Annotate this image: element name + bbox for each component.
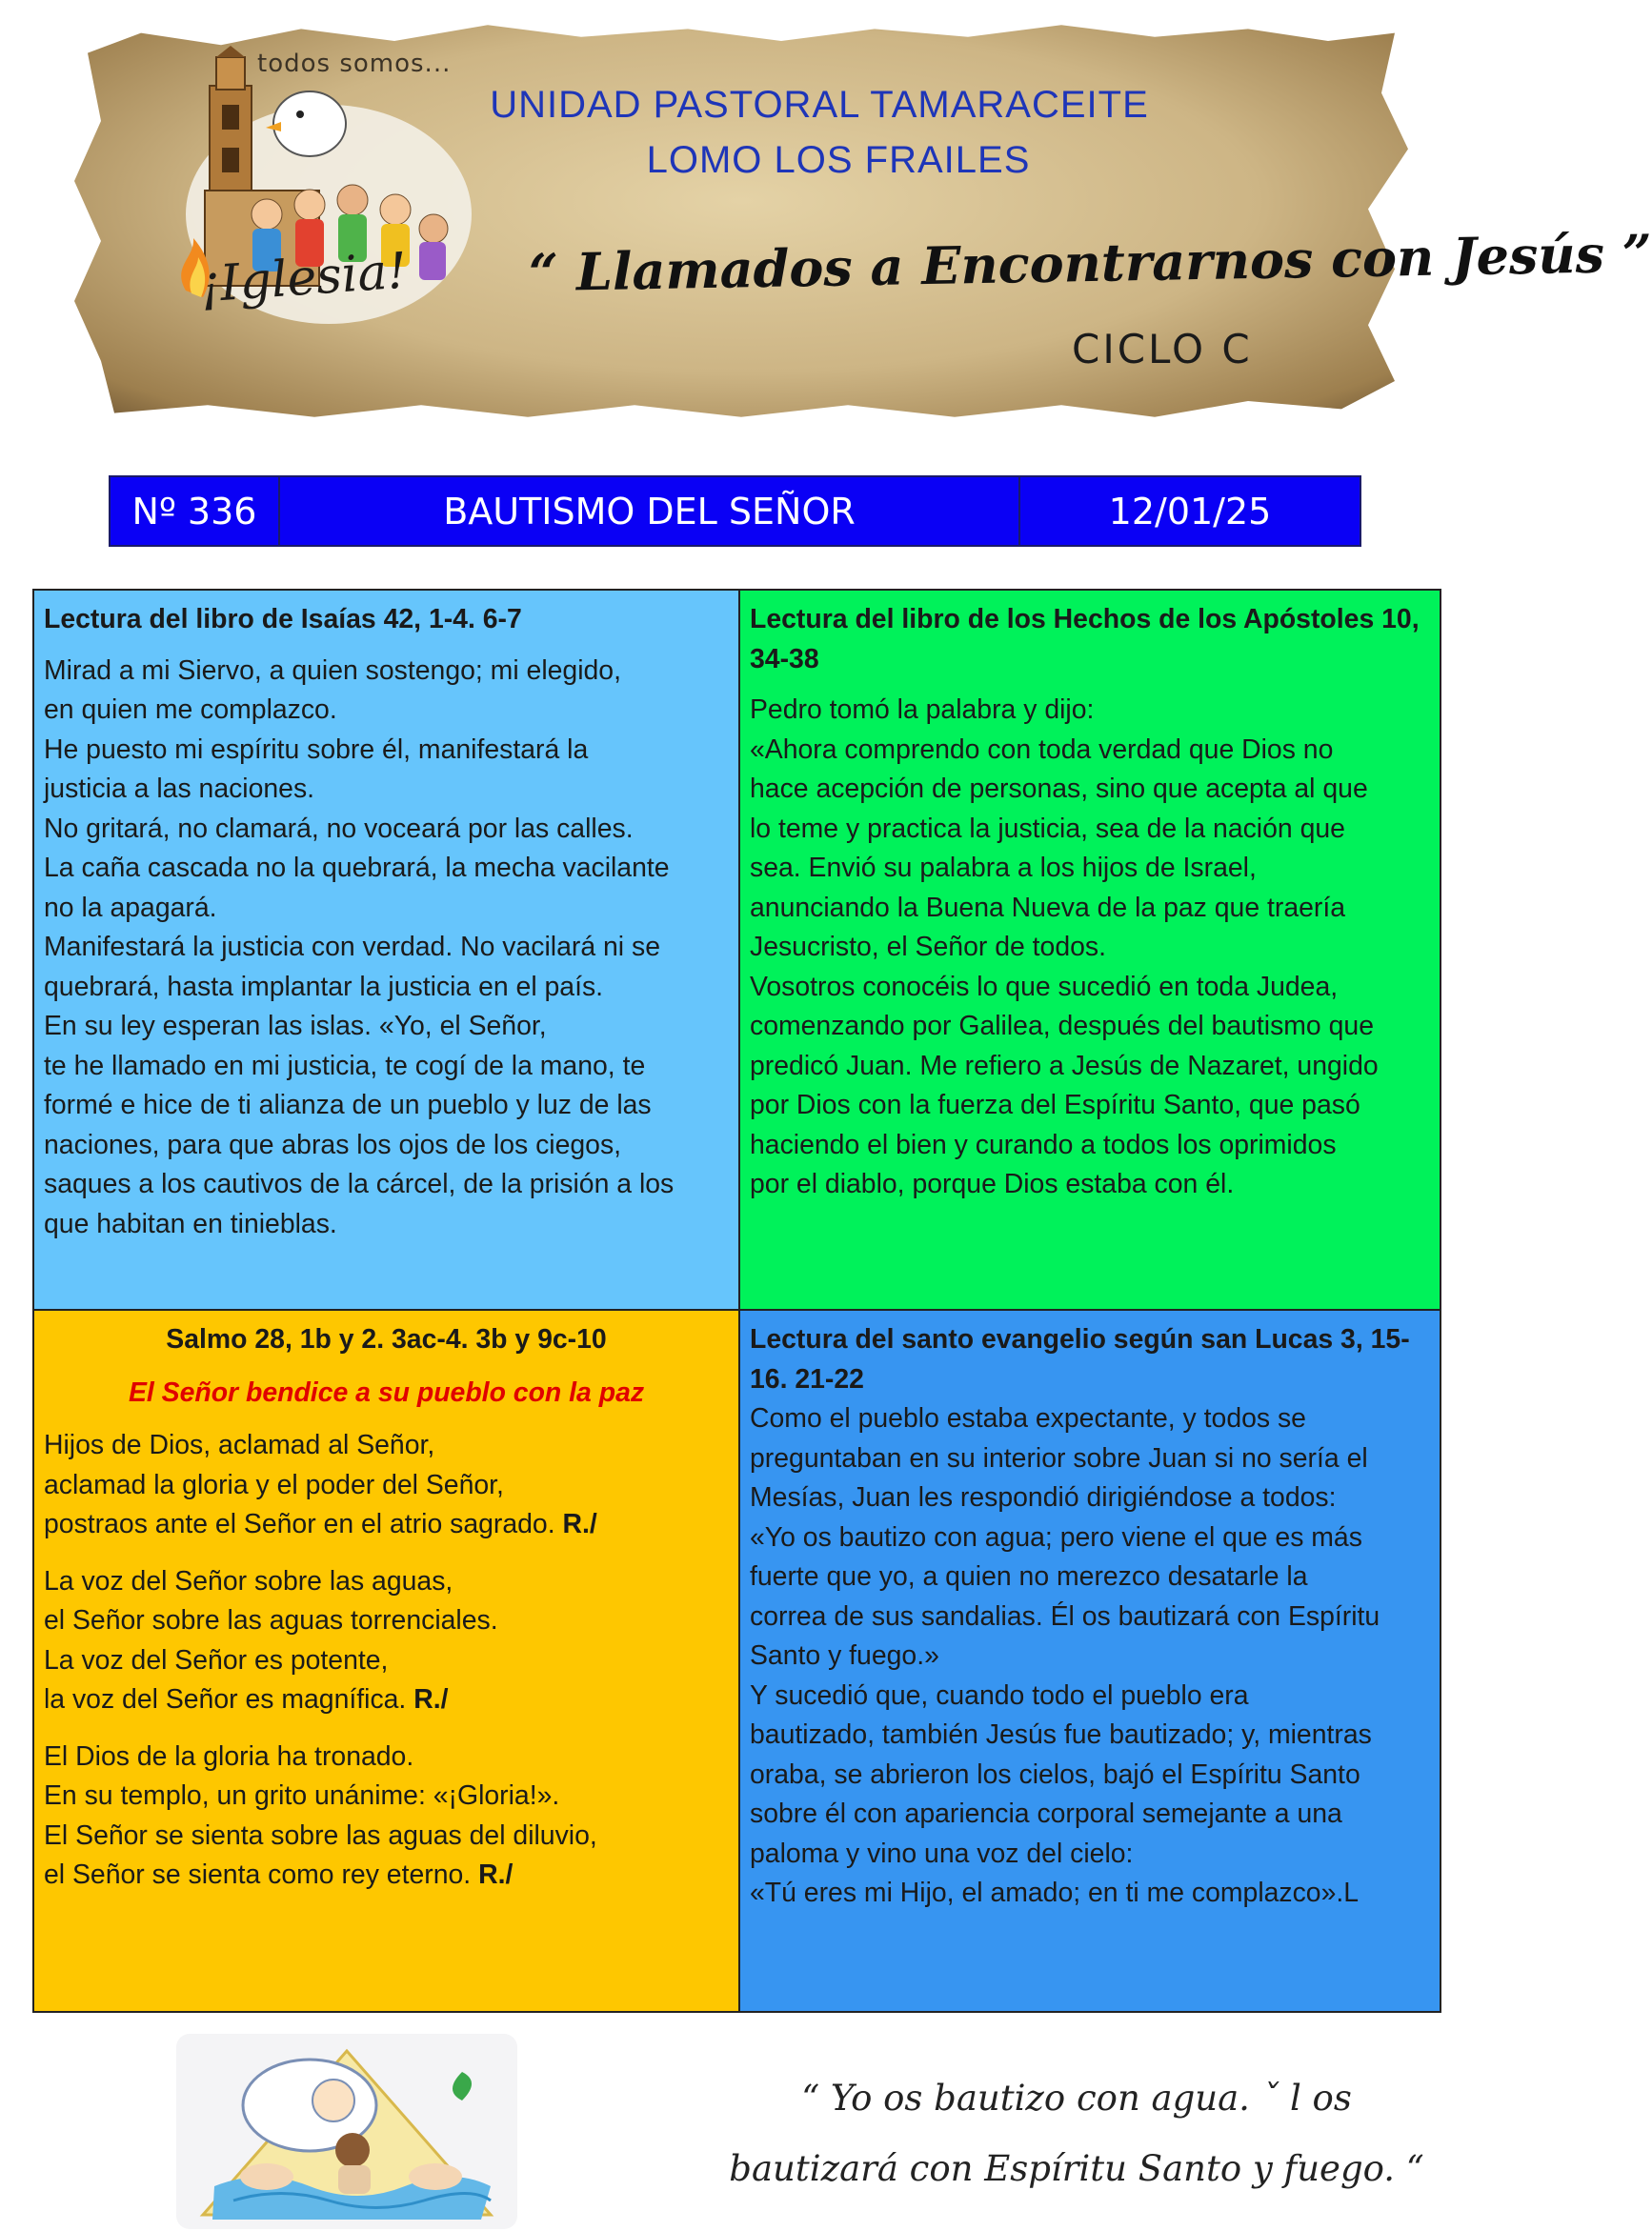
- reading-line: En su ley esperan las islas. «Yo, el Señor,: [44, 1011, 547, 1041]
- reading-line: Mirad a mi Siervo, a quien sostengo; mi elegido,: [44, 654, 621, 686]
- reading-line: comenzando por Galilea, después del bautismo que: [750, 1011, 1374, 1041]
- reading-line: Manifestará la justicia con verdad. No vacilará ni se: [44, 932, 660, 962]
- reading-line: correa de sus sandalias. Él os bautizará con Espíritu: [750, 1600, 1380, 1632]
- reading-line: en quien me complazco.: [44, 694, 337, 725]
- reading-line: «Yo os bautizo con agua; pero viene el que es más: [750, 1521, 1362, 1553]
- response-marker: R./: [562, 1509, 597, 1539]
- reading-line: formé e hice de ti alianza de un pueblo y luz de las: [44, 1090, 652, 1120]
- reading-line: sea. Envió su palabra a los hijos de Israel,: [750, 853, 1257, 883]
- reading-line: Mesías, Juan les respondió dirigiéndose a todos:: [750, 1482, 1337, 1513]
- bulletin-number: Nº 336: [111, 477, 280, 545]
- feast-name: BAUTISMO DEL SEÑOR: [280, 477, 1020, 545]
- reading-line: fuerte que yo, a quien no merezco desatarle la: [750, 1561, 1308, 1592]
- info-bar: [109, 475, 1361, 547]
- psalm-line-text: la voz del Señor es magnífica.: [44, 1684, 407, 1715]
- psalm-line: el Señor sobre las aguas torrenciales.: [44, 1605, 498, 1636]
- footer-quote-line-1: “ Yo os bautizo con agua. ˇ l os: [801, 2078, 1352, 2119]
- reading-line: lo teme y practica la justicia, sea de la nación que: [750, 813, 1345, 844]
- reading-line: Vosotros conocéis lo que sucedió en toda Judea,: [750, 971, 1339, 1002]
- reading-line: bautizado, también Jesús fue bautizado; y, mientras: [750, 1719, 1372, 1750]
- motto: “ Llamados a Encontrarnos con Jesús ”: [528, 222, 1652, 304]
- psalm-response: El Señor bendice a su pueblo con la paz: [128, 1377, 645, 1408]
- psalm-line: El Señor se sienta sobre las aguas del diluvio,: [44, 1819, 597, 1851]
- reading-line: La caña cascada no la quebrará, la mecha vacilante: [44, 853, 670, 883]
- psalm-line: aclamad la gloria y el poder del Señor,: [44, 1469, 504, 1500]
- reading-line: Santo y fuego.»: [750, 1640, 939, 1671]
- reading-line: Como el pueblo estaba expectante, y todos se: [750, 1403, 1306, 1434]
- reading-line: saques a los cautivos de la cárcel, de la prisión a los: [44, 1169, 675, 1199]
- psalm: [34, 1311, 740, 2011]
- reading-line: justicia a las naciones.: [44, 774, 315, 804]
- reading-line: anunciando la Buena Nueva de la paz que traería: [750, 892, 1346, 923]
- psalm-line-text: postraos ante el Señor en el atrio sagrado.: [44, 1509, 555, 1539]
- reading-line: Y sucedió que, cuando todo el pueblo era: [750, 1679, 1249, 1711]
- reading-line: oraba, se abrieron los cielos, bajó el Espíritu Santo: [750, 1759, 1360, 1790]
- psalm-line: La voz del Señor es potente,: [44, 1644, 389, 1676]
- response-marker: R./: [478, 1859, 514, 1890]
- psalm-stanza-1: [44, 1426, 729, 1545]
- psalm-line: [44, 1505, 729, 1545]
- first-reading: [34, 591, 740, 1311]
- baptism-illustration: [176, 2034, 517, 2229]
- parish-title-line-1: UNIDAD PASTORAL TAMARACEITE: [490, 84, 1149, 126]
- reading-line: naciones, para que abras los ojos de los ciegos,: [44, 1129, 622, 1160]
- first-reading-heading: Lectura del libro de Isaías 42, 1-4. 6-7: [44, 604, 522, 634]
- reading-line: No gritará, no clamará, no voceará por las calles.: [44, 813, 634, 844]
- gospel: [740, 1311, 1440, 2011]
- psalm-line: Hijos de Dios, aclamad al Señor,: [44, 1430, 435, 1460]
- footer-quote: [724, 2063, 1429, 2204]
- reading-line: He puesto mi espíritu sobre él, manifestará la: [44, 734, 589, 765]
- second-reading: [740, 591, 1440, 1311]
- reading-line: predicó Juan. Me refiero a Jesús de Nazaret, ungido: [750, 1050, 1379, 1081]
- reading-line: «Ahora comprendo con toda verdad que Dios no: [750, 734, 1334, 765]
- psalm-line: La voz del Señor sobre las aguas,: [44, 1565, 453, 1597]
- readings-grid: [32, 589, 1441, 2013]
- reading-line: que habitan en tinieblas.: [44, 1208, 337, 1239]
- reading-line: «Tú eres mi Hijo, el amado; en ti me complazco».L: [750, 1878, 1360, 1908]
- reading-line: por Dios con la fuerza del Espíritu Santo, que pasó: [750, 1090, 1360, 1120]
- reading-line: Jesucristo, el Señor de todos.: [750, 932, 1107, 962]
- second-reading-heading: Lectura del libro de los Hechos de los Apóstoles 10,: [750, 604, 1420, 634]
- psalm-line: El Dios de la gloria ha tronado.: [44, 1740, 414, 1772]
- reading-line: no la apagará.: [44, 892, 217, 923]
- reading-line: por el diablo, porque Dios estaba con él.: [750, 1169, 1235, 1199]
- psalm-stanza-2: [44, 1562, 729, 1720]
- gospel-heading: Lectura del santo evangelio según san Lucas 3, 15-: [750, 1324, 1410, 1355]
- footer-quote-line-2: bautizará con Espíritu Santo y fuego. “: [729, 2148, 1424, 2189]
- logo-tagline: todos somos...: [257, 50, 452, 78]
- psalm-heading: Salmo 28, 1b y 2. 3ac-4. 3b y 9c-10: [166, 1324, 607, 1355]
- second-reading-heading-cont: 34-38: [750, 643, 819, 674]
- reading-line: quebrará, hasta implantar la justicia en el país.: [44, 971, 604, 1002]
- reading-line: te he llamado en mi justicia, te cogí de la mano, te: [44, 1050, 646, 1081]
- reading-line: haciendo el bien y curando a todos los oprimidos: [750, 1129, 1337, 1160]
- logo-iglesia-word: ¡Iglesia!: [198, 242, 410, 314]
- reading-line: hace acepción de personas, sino que acepta al que: [750, 774, 1368, 804]
- liturgical-cycle: CICLO C: [1072, 326, 1253, 372]
- psalm-line-text: el Señor se sienta como rey eterno.: [44, 1859, 472, 1890]
- psalm-line: [44, 1856, 729, 1896]
- response-marker: R./: [413, 1684, 449, 1715]
- reading-line: preguntaban en su interior sobre Juan si no sería el: [750, 1442, 1368, 1474]
- psalm-stanza-3: [44, 1738, 729, 1896]
- reading-line: Pedro tomó la palabra y dijo:: [750, 694, 1095, 725]
- reading-line: sobre él con apariencia corporal semejante a una: [750, 1799, 1342, 1829]
- reading-line: paloma y vino una voz del cielo:: [750, 1838, 1134, 1869]
- parish-title-line-2: LOMO LOS FRAILES: [646, 139, 1031, 181]
- psalm-line: En su templo, un grito unánime: «¡Gloria!».: [44, 1780, 560, 1811]
- bulletin-date: 12/01/25: [1108, 490, 1272, 533]
- gospel-heading-cont: 16. 21-22: [750, 1363, 864, 1395]
- psalm-line: [44, 1680, 729, 1720]
